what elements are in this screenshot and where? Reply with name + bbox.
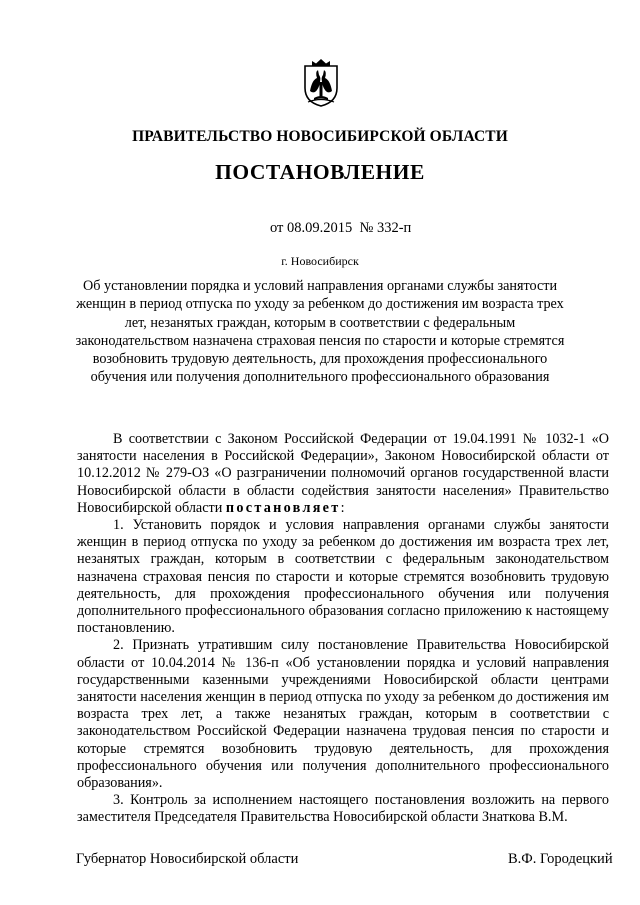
city-line: г. Новосибирск	[281, 254, 359, 268]
preamble-paragraph	[77, 431, 609, 517]
document-type-title: ПОСТАНОВЛЕНИЕ	[215, 160, 425, 184]
document-subject: Об установлении порядка и условий направления органами службы занятости женщин в период отпуска по уходу за ребенком до достижения им возраста трех лет, незанятых граждан, которым в соответствии с федеральным законодательством назначена страховая пенсия по старости и которые стремятся возобновить трудовую деятельность, для прохождения профессионального обучения или получения дополнительного профессионального образования	[75, 278, 565, 386]
novosibirsk-coat-of-arms-icon	[302, 58, 340, 108]
item-2: 2. Признать утратившим силу постановление Правительства Новосибирской области от 10.04.2014 № 136-п «Об установлении порядка и условий направления государственными казенными учреждениями Новосибирской области центрами занятости населения женщин в период отпуска по уходу за ребенком до достижения им возраста трех лет, а также незанятых граждан, которым в соответствии с законодательством Российской Федерации назначена трудовая пенсия по старости и которые стремятся возобновить трудовую деятельность, для прохождения профессионального обучения или получения дополнительного профессионального образования».	[77, 637, 609, 792]
signatory-position: Губернатор Новосибирской области	[76, 851, 299, 867]
preamble-text: В соответствии с Законом Российской Федерации от 19.04.1991 № 1032-1 «О занятости населения в Российской Федерации», Законом Новосибирской области от 10.12.2012 № 279-ОЗ «О разграничении полномочий органов государственной власти Новосибирской области в области содействия занятости населения» Правительство Новосибирской области	[77, 431, 609, 516]
document-body	[77, 431, 609, 827]
decree-word: постановляет	[225, 499, 341, 516]
item-3: 3. Контроль за исполнением настоящего постановления возложить на первого заместителя Председателя Правительства Новосибирской области Знаткова В.М.	[77, 792, 609, 826]
item-1: 1. Установить порядок и условия направления органами службы занятости женщин в период отпуска по уходу за ребенком до достижения им возраста трех лет, незанятых граждан, которым в соответствии с федеральным законодательством назначена страховая пенсия по старости и которые стремятся возобновить трудовую деятельность, для прохождения профессионального обучения или получения дополнительного профессионального образования согласно приложению к настоящему постановлению.	[77, 517, 609, 637]
date-and-number: от 08.09.2015 № 332-п	[270, 220, 412, 236]
signatory-name: В.Ф. Городецкий	[508, 851, 613, 867]
organization-title: ПРАВИТЕЛЬСТВО НОВОСИБИРСКОЙ ОБЛАСТИ	[132, 128, 508, 145]
preamble-colon: :	[340, 499, 345, 516]
